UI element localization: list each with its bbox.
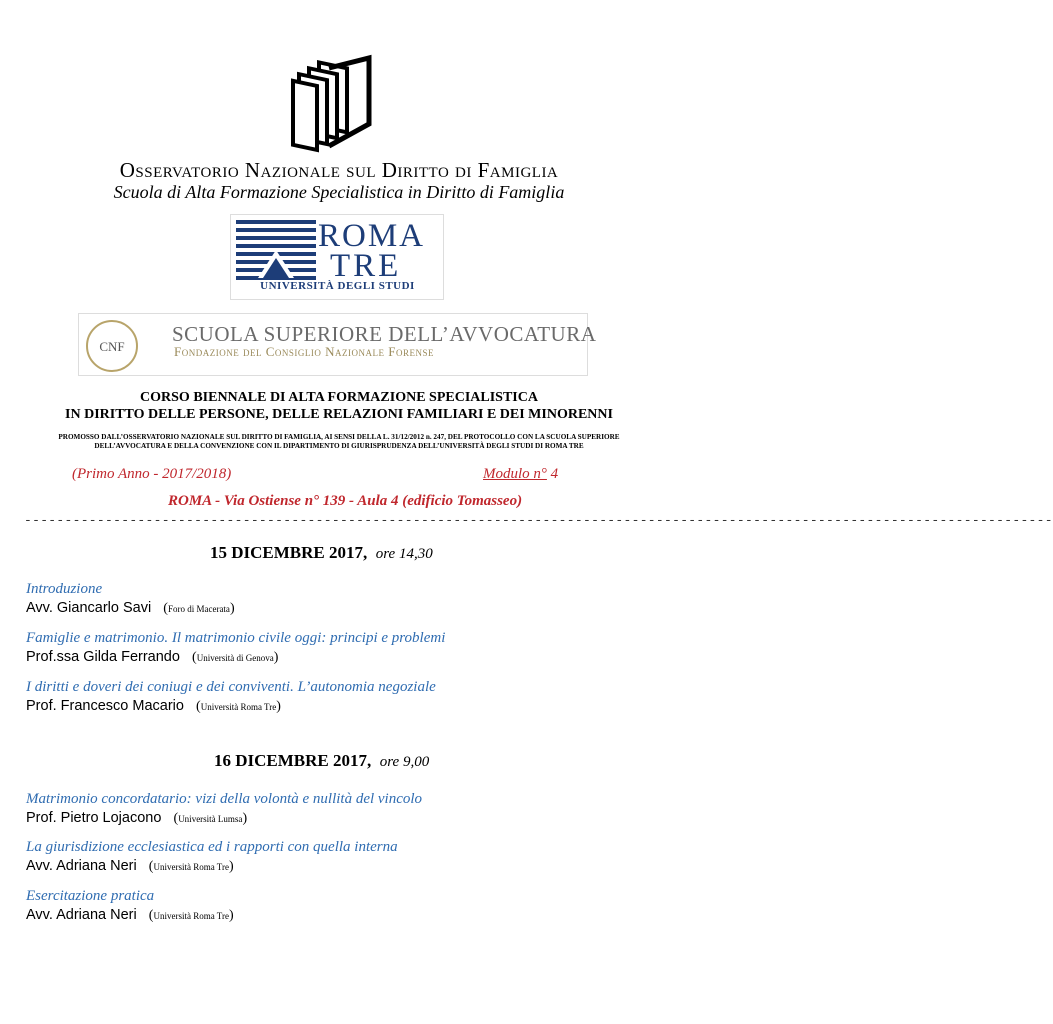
day-heading: 15 DICEMBRE 2017, ore 14,30 xyxy=(210,543,433,562)
venue: ROMA - Via Ostiense n° 139 - Aula 4 (edificio Tomasseo) xyxy=(168,493,523,509)
dashed-divider: ------------------------------------------------------------------------------------------------------------------------------- xyxy=(24,513,1053,528)
university-wordmark: UNIVERSITÀ DEGLI STUDI xyxy=(260,280,415,292)
svg-text:CNF: CNF xyxy=(99,339,125,354)
session-speaker: Prof.ssa Gilda Ferrando (Università di Genova) xyxy=(26,649,279,665)
promotion-note: PROMOSSO DALL’OSSERVATORIO NAZIONALE SUL DIRITTO DI FAMIGLIA, AI SENSI DELLA L. 31/12/2012 n. 247, DEL PROTOCOLLO CON LA SCUOLA SUPERIORE DELL’AVVOCATURA E DELLA CONVENZIONE CON IL DIPARTIMENTO DI GIURISPRUDENZA DELL’UNIVERSITÀ DEGLI STUDI DI ROMA TRE xyxy=(58,433,620,450)
day-time: ore 9,00 xyxy=(379,754,430,770)
speaker-affiliation: Università Roma Tre xyxy=(153,862,229,872)
session-topic: Introduzione xyxy=(26,581,103,597)
module-number xyxy=(483,466,558,483)
session-topic: La giurisdizione ecclesiastica ed i rapporti con quella interna xyxy=(26,839,398,855)
school-subtitle: Scuola di Alta Formazione Specialistica in Diritto di Famiglia xyxy=(113,182,565,202)
session-speaker: Avv. Giancarlo Savi (Foro di Macerata) xyxy=(26,600,235,616)
session-topic: Esercitazione pratica xyxy=(26,888,155,904)
day-heading: 16 DICEMBRE 2017, ore 9,00 xyxy=(214,751,430,770)
speaker-name: Avv. Adriana Neri xyxy=(26,858,137,874)
session-speaker: Prof. Francesco Macario (Università Roma Tre) xyxy=(26,698,281,714)
speaker-name: Prof. Francesco Macario xyxy=(26,698,184,714)
session-speaker: Avv. Adriana Neri (Università Roma Tre) xyxy=(26,907,234,923)
speaker-affiliation: Università di Genova xyxy=(196,653,274,663)
session-topic: I diritti e doveri dei coniugi e dei conviventi. L’autonomia negoziale xyxy=(26,679,436,695)
academic-year: (Primo Anno - 2017/2018) xyxy=(72,466,232,482)
tre-wordmark: TRE xyxy=(330,248,402,284)
speaker-name: Prof.ssa Gilda Ferrando xyxy=(26,649,180,665)
books-logo xyxy=(289,50,375,155)
day-date: 15 DICEMBRE 2017 xyxy=(210,543,364,562)
speaker-affiliation: Università Roma Tre xyxy=(153,911,229,921)
speaker-name: Avv. Giancarlo Savi xyxy=(26,600,152,616)
institution-title: Osservatorio Nazionale sul Diritto di Famiglia xyxy=(119,158,559,182)
cnf-seal-icon xyxy=(84,318,140,374)
session-topic: Matrimonio concordatario: vizi della volontà e nullità del vincolo xyxy=(26,791,423,807)
speaker-affiliation: Foro di Macerata xyxy=(167,604,230,614)
ssa-title: SCUOLA SUPERIORE DELL’AVVOCATURA xyxy=(172,322,597,346)
session-speaker: Prof. Pietro Lojacono (Università Lumsa) xyxy=(26,810,248,826)
session-topic: Famiglie e matrimonio. Il matrimonio civile oggi: principi e problemi xyxy=(26,630,446,646)
session-speaker: Avv. Adriana Neri (Università Roma Tre) xyxy=(26,858,234,874)
day-time: ore 14,30 xyxy=(375,546,433,562)
course-title-line2: IN DIRITTO DELLE PERSONE, DELLE RELAZIONI FAMILIARI E DEI MINORENNI xyxy=(65,407,613,422)
speaker-name: Avv. Adriana Neri xyxy=(26,907,137,923)
course-title-line1: CORSO BIENNALE DI ALTA FORMAZIONE SPECIALISTICA xyxy=(140,390,538,405)
ssa-subtitle: Fondazione del Consiglio Nazionale Forense xyxy=(174,344,434,359)
speaker-affiliation: Università Roma Tre xyxy=(200,702,277,712)
module-label: Modulo n° xyxy=(483,466,547,482)
roma-tre-arch-icon xyxy=(236,220,316,280)
day-date: 16 DICEMBRE 2017 xyxy=(214,751,368,770)
roma-wordmark: ROMA xyxy=(318,218,426,254)
speaker-name: Prof. Pietro Lojacono xyxy=(26,810,162,826)
module-value: 4 xyxy=(550,466,559,482)
speaker-affiliation: Università Lumsa xyxy=(178,814,243,824)
